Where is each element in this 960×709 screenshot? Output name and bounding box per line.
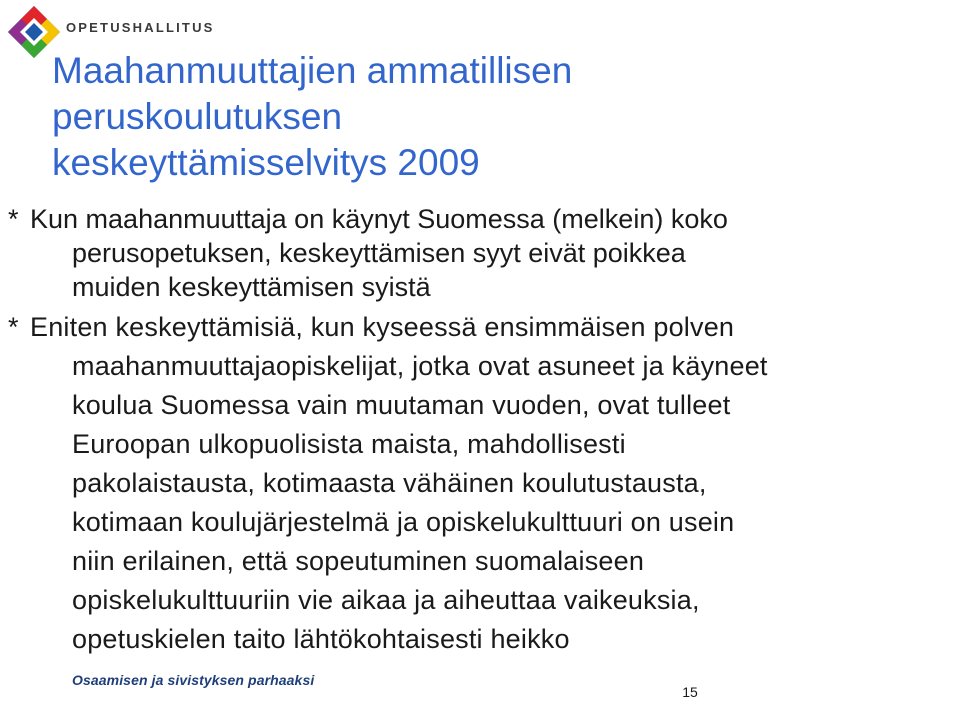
bullet-marker: * bbox=[8, 204, 19, 234]
bullet-text bbox=[30, 202, 728, 304]
bullet-line: muiden keskeyttämisen syistä bbox=[72, 272, 431, 302]
footer-slogan: Osaamisen ja sivistyksen parhaaksi bbox=[72, 672, 315, 688]
bullet-line: Eniten keskeyttämisiä, kun kyseessä ensimmäisen polven bbox=[30, 312, 735, 342]
bullet-line: kotimaan koulujärjestelmä ja opiskelukulttuuri on usein bbox=[72, 507, 735, 537]
bullet-line: koulua Suomessa vain muutaman vuoden, ovat tulleet bbox=[72, 390, 731, 420]
bullet-line: pakolaistausta, kotimaasta vähäinen koulutustausta, bbox=[72, 468, 707, 498]
bullet-line: perusopetuksen, keskeyttämisen syyt eivät poikkea bbox=[72, 238, 686, 268]
slide-title-line: Maahanmuuttajien ammatillisen bbox=[52, 50, 573, 91]
bullet-line: Euroopan ulkopuolisista maista, mahdollisesti bbox=[72, 429, 626, 459]
bullet-item bbox=[8, 308, 908, 659]
bullet-line: niin erilainen, että sopeutuminen suomalaiseen bbox=[72, 546, 645, 576]
slide-title-line: peruskoulutuksen bbox=[52, 96, 343, 137]
bullet-line: opetuskielen taito lähtökohtaisesti heikko bbox=[72, 624, 570, 654]
slide-title-line: keskeyttämisselvitys 2009 bbox=[52, 142, 480, 183]
bullet-item bbox=[8, 202, 908, 304]
bullet-line: maahanmuuttajaopiskelijat, jotka ovat asuneet ja käyneet bbox=[72, 351, 768, 381]
bullet-line: Kun maahanmuuttaja on käynyt Suomessa (melkein) koko bbox=[30, 204, 728, 234]
logo-text: OPETUSHALLITUS bbox=[66, 20, 215, 35]
bullet-line: opiskelukulttuuriin vie aikaa ja aiheuttaa vaikeuksia, bbox=[72, 585, 700, 615]
slide-title bbox=[52, 48, 912, 186]
page-number: 15 bbox=[682, 684, 698, 700]
slide-body bbox=[8, 202, 908, 659]
bullet-marker: * bbox=[8, 312, 19, 342]
bullet-text bbox=[30, 308, 768, 659]
